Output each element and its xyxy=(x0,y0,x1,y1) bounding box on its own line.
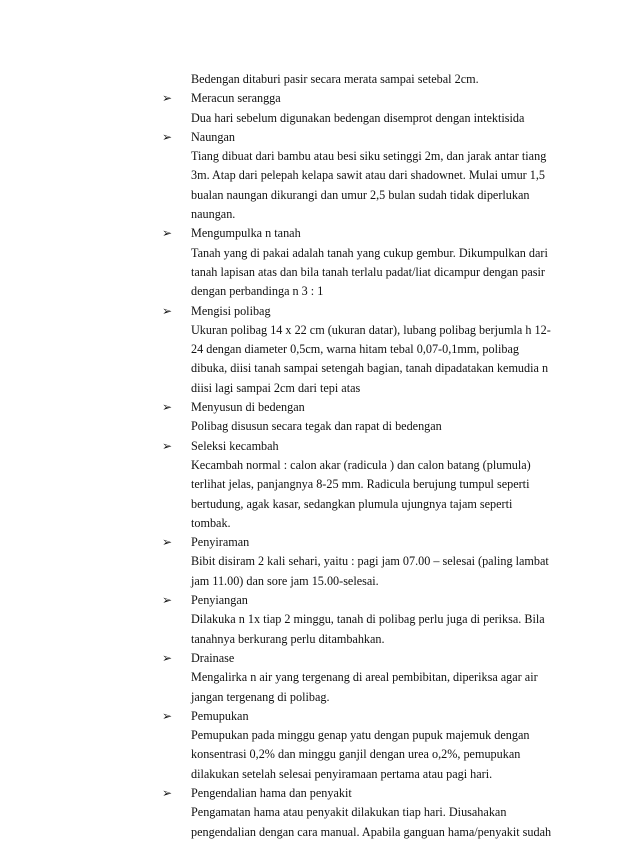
list-item-title-text: Drainase xyxy=(191,650,235,665)
list-item-title-text: Penyiangan xyxy=(191,593,248,608)
list-item-title-text: Menyusun di bedengan xyxy=(191,400,305,415)
body-line: terlihat jelas, panjangnya 8-25 mm. Radicula berujung tumpul seperti xyxy=(191,477,530,492)
list-item-title xyxy=(152,398,552,417)
body-line: diisi lagi sampai 2cm dari tepi atas xyxy=(191,380,361,395)
body-line: tombak. xyxy=(191,515,231,530)
body-line: dengan perbandinga n 3 : 1 xyxy=(191,284,324,299)
list-item-title xyxy=(152,649,552,668)
body-line: Pengamatan hama atau penyakit dilakukan tiap hari. Diusahakan xyxy=(191,805,507,820)
body-line: Pemupukan pada minggu genap yatu dengan pupuk majemuk dengan xyxy=(191,728,530,743)
list-item-title-text: Penyiraman xyxy=(191,535,250,550)
body-line: Dua hari sebelum digunakan bedengan disemprot dengan intektisida xyxy=(191,110,525,125)
bullet-list xyxy=(152,89,552,842)
body-line: Dilakuka n 1x tiap 2 minggu, tanah di polibag perlu juga di periksa. Bila xyxy=(191,612,545,627)
arrow-bullet-icon: ➢ xyxy=(162,708,173,723)
arrow-bullet-icon: ➢ xyxy=(162,400,173,415)
body-line: dibuka, diisi tanah sampai setengah bagian, tanah dipadatakan kemudia n xyxy=(191,361,549,376)
list-item-title-text: Mengumpulka n tanah xyxy=(191,226,301,241)
list-item-title-text: Naungan xyxy=(191,129,235,144)
arrow-bullet-icon: ➢ xyxy=(162,438,173,453)
list-item-body xyxy=(152,803,552,842)
body-line: Polibag disusun secara tegak dan rapat di bedengan xyxy=(191,419,442,434)
list-item-title xyxy=(152,89,552,108)
arrow-bullet-icon: ➢ xyxy=(162,303,173,318)
list-item-title xyxy=(152,224,552,243)
list-item-body xyxy=(152,244,552,302)
list-item-body xyxy=(152,456,552,533)
list-item xyxy=(152,224,552,301)
list-item-body xyxy=(152,552,552,591)
body-line: Kecambah normal : calon akar (radicula ) dan calon batang (plumula) xyxy=(191,457,531,472)
body-line: naungan. xyxy=(191,207,236,222)
list-item-body xyxy=(152,726,552,784)
list-item-body xyxy=(152,668,552,707)
list-item xyxy=(152,784,552,842)
body-line: pengendalian dengan cara manual. Apabila ganguan hama/penyakit sudah xyxy=(191,824,552,839)
list-item xyxy=(152,533,552,591)
list-item-title xyxy=(152,302,552,321)
body-line: Ukuran polibag 14 x 22 cm (ukuran datar), lubang polibag berjumla h 12- xyxy=(191,322,551,337)
list-item-title-text: Meracun serangga xyxy=(191,91,281,106)
lead-paragraph xyxy=(152,70,552,89)
list-item xyxy=(152,649,552,707)
list-item-body xyxy=(152,321,552,398)
body-line: tanahnya berkurang perlu ditambahkan. xyxy=(191,631,385,646)
list-item-body xyxy=(152,610,552,649)
arrow-bullet-icon: ➢ xyxy=(162,593,173,608)
list-item xyxy=(152,707,552,784)
list-item-body xyxy=(152,109,552,128)
arrow-bullet-icon: ➢ xyxy=(162,226,173,241)
list-item-body xyxy=(152,147,552,224)
list-item-title-text: Mengisi polibag xyxy=(191,303,271,318)
list-item-title xyxy=(152,533,552,552)
document-body xyxy=(152,70,552,842)
body-line: dilakukan setelah selesai penyiramaan pertama atau pagi hari. xyxy=(191,766,493,781)
body-line: bualan naungan dikurangi dan umur 2,5 bulan sudah tidak diperlukan xyxy=(191,187,530,202)
list-item xyxy=(152,591,552,649)
list-item xyxy=(152,128,552,224)
list-item xyxy=(152,302,552,398)
body-line: konsentrasi 0,2% dan minggu ganjil dengan urea o,2%, pemupukan xyxy=(191,747,521,762)
body-line: Tanah yang di pakai adalah tanah yang cukup gembur. Dikumpulkan dari xyxy=(191,245,548,260)
lead-line: Bedengan ditaburi pasir secara merata sampai setebal 2cm. xyxy=(191,72,479,86)
list-item-title xyxy=(152,707,552,726)
body-line: 3m. Atap dari pelepah kelapa sawit atau dari shadownet. Mulai umur 1,5 xyxy=(191,168,546,183)
body-line: Mengalirka n air yang tergenang di areal pembibitan, diperiksa agar air xyxy=(191,670,538,685)
body-line: Tiang dibuat dari bambu atau besi siku setinggi 2m, dan jarak antar tiang xyxy=(191,149,547,164)
list-item-title xyxy=(152,437,552,456)
arrow-bullet-icon: ➢ xyxy=(162,785,173,800)
list-item xyxy=(152,398,552,437)
list-item xyxy=(152,437,552,533)
list-item-title xyxy=(152,591,552,610)
list-item-title-text: Pengendalian hama dan penyakit xyxy=(191,785,352,800)
list-item xyxy=(152,89,552,128)
list-item-title xyxy=(152,784,552,803)
arrow-bullet-icon: ➢ xyxy=(162,650,173,665)
arrow-bullet-icon: ➢ xyxy=(162,91,173,106)
arrow-bullet-icon: ➢ xyxy=(162,129,173,144)
body-line: 24 dengan diameter 0,5cm, warna hitam tebal 0,07-0,1mm, polibag xyxy=(191,342,519,357)
list-item-body xyxy=(152,417,552,436)
body-line: jam 11.00) dan sore jam 15.00-selesai. xyxy=(191,573,379,588)
list-item-title-text: Pemupukan xyxy=(191,708,249,723)
list-item-title-text: Seleksi kecambah xyxy=(191,438,279,453)
body-line: tanah lapisan atas dan bila tanah terlalu padat/liat dicampur dengan pasir xyxy=(191,264,545,279)
body-line: Bibit disiram 2 kali sehari, yaitu : pagi jam 07.00 – selesai (paling lambat xyxy=(191,554,549,569)
list-item-title xyxy=(152,128,552,147)
body-line: jangan tergenang di polibag. xyxy=(191,689,330,704)
arrow-bullet-icon: ➢ xyxy=(162,535,173,550)
body-line: bertudung, agak kasar, sedangkan plumula ujungnya tajam seperti xyxy=(191,496,513,511)
